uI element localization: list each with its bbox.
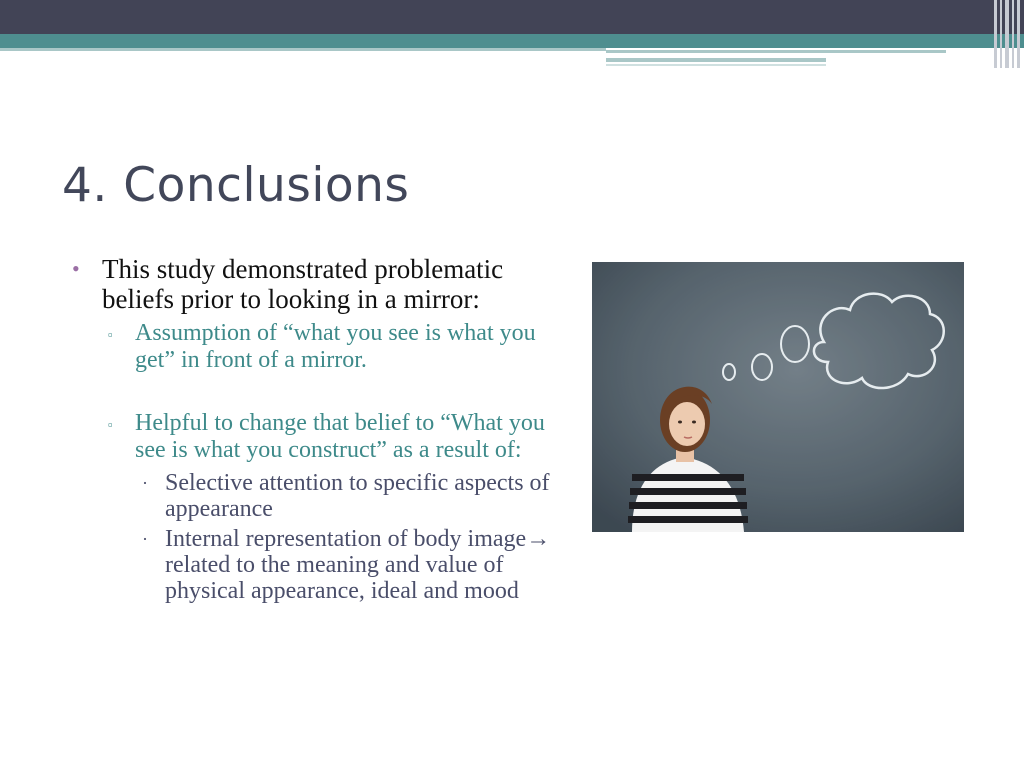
small-dot-bullet-icon: ·: [142, 473, 148, 493]
header-light-line: [0, 48, 606, 51]
bullet-level1: [70, 254, 580, 314]
bullet-text: Helpful to change that belief to “What you see is what you construct” as a result of:: [135, 410, 545, 463]
accent-line-2: [606, 58, 826, 62]
square-bullet-icon: ▫: [108, 327, 113, 342]
bullet-text-end: related to the meaning and value of physical appearance, ideal and mood: [165, 552, 519, 604]
accent-line-3: [606, 64, 826, 66]
bullet-level3: [70, 526, 580, 604]
slide-title: 4. Conclusions: [62, 158, 410, 213]
bullet-level2: [70, 410, 580, 464]
small-dot-bullet-icon: ·: [142, 529, 148, 549]
bullet-text: Selective attention to specific aspects of appearance: [165, 470, 550, 522]
bullet-text: Assumption of “what you see is what you get” in front of a mirror.: [135, 320, 536, 373]
accent-line-1: [606, 50, 946, 53]
header-dark-bar: [0, 0, 1024, 34]
bullet-level2: [70, 320, 580, 374]
thought-bubble-photo: [592, 262, 964, 532]
bullet-dot-icon: •: [72, 256, 80, 281]
arrow-right-icon: →: [526, 526, 551, 552]
header-accent-lines: [606, 48, 1024, 68]
bullet-text: This study demonstrated problematic beliefs prior to looking in a mirror:: [102, 254, 504, 314]
slide-body: [70, 254, 580, 604]
bullet-level3: [70, 470, 580, 522]
bullet-text-start: Internal representation of body image: [165, 526, 527, 552]
corner-stripes: [992, 0, 1024, 68]
square-bullet-icon: ▫: [108, 417, 113, 432]
header-teal-band: [0, 34, 1024, 48]
